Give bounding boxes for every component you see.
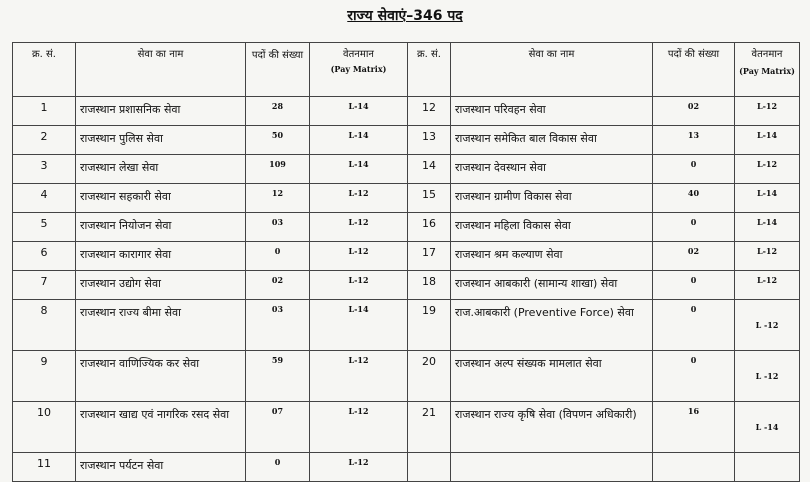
cell-posts-2: 0 xyxy=(653,213,735,242)
cell-sno-2: 16 xyxy=(408,213,451,242)
cell-name-2: राजस्थान राज्य कृषि सेवा (विपणन अधिकारी) xyxy=(451,402,653,453)
cell-name-2: राजस्थान अल्प संख्यक मामलात सेवा xyxy=(451,351,653,402)
cell-name-2: राजस्थान श्रम कल्याण सेवा xyxy=(451,242,653,271)
table-row xyxy=(13,184,800,213)
cell-pay-2: L-14 xyxy=(735,213,800,242)
cell-name: राजस्थान राज्य बीमा सेवा xyxy=(76,300,246,351)
page-title: राज्य सेवाएं–346 पद xyxy=(347,8,463,24)
cell-pay-2: L -14 xyxy=(735,402,800,453)
cell-pay: L-14 xyxy=(310,300,408,351)
cell-posts: 50 xyxy=(246,126,310,155)
cell-posts-2: 13 xyxy=(653,126,735,155)
cell-sno-2: 20 xyxy=(408,351,451,402)
cell-pay: L-12 xyxy=(310,402,408,453)
cell-posts: 02 xyxy=(246,271,310,300)
cell-sno: 5 xyxy=(13,213,76,242)
cell-sno: 2 xyxy=(13,126,76,155)
cell-sno: 7 xyxy=(13,271,76,300)
cell-posts-2: 0 xyxy=(653,300,735,351)
table-row xyxy=(13,300,800,351)
cell-sno-2: 17 xyxy=(408,242,451,271)
cell-sno: 11 xyxy=(13,453,76,482)
cell-sno: 10 xyxy=(13,402,76,453)
cell-pay-2: L -12 xyxy=(735,351,800,402)
header-pay-sub: (Pay Matrix) xyxy=(330,64,387,74)
cell-name: राजस्थान नियोजन सेवा xyxy=(76,213,246,242)
table-row xyxy=(13,453,800,482)
cell-name: राजस्थान उद्योग सेवा xyxy=(76,271,246,300)
table-row xyxy=(13,402,800,453)
cell-sno-2: 14 xyxy=(408,155,451,184)
cell-pay-2: L-14 xyxy=(735,184,800,213)
header-name-2: सेवा का नाम xyxy=(451,43,653,97)
header-posts: पदों की संख्या xyxy=(246,43,310,97)
cell-posts-2: 0 xyxy=(653,271,735,300)
cell-name-2: राजस्थान ग्रामीण विकास सेवा xyxy=(451,184,653,213)
cell-posts: 07 xyxy=(246,402,310,453)
cell-pay: L-12 xyxy=(310,453,408,482)
cell-sno-2: 21 xyxy=(408,402,451,453)
header-name: सेवा का नाम xyxy=(76,43,246,97)
table-row xyxy=(13,351,800,402)
cell-posts-2: 0 xyxy=(653,155,735,184)
header-sno-2: क्र. सं. xyxy=(408,43,451,97)
cell-sno: 1 xyxy=(13,97,76,126)
cell-posts-2: 0 xyxy=(653,351,735,402)
cell-pay: L-12 xyxy=(310,242,408,271)
table-row xyxy=(13,242,800,271)
table-row xyxy=(13,155,800,184)
cell-pay-2 xyxy=(735,453,800,482)
cell-posts-2: 02 xyxy=(653,242,735,271)
cell-sno-2: 12 xyxy=(408,97,451,126)
cell-sno-2: 15 xyxy=(408,184,451,213)
cell-name: राजस्थान पर्यटन सेवा xyxy=(76,453,246,482)
cell-name-2: राजस्थान परिवहन सेवा xyxy=(451,97,653,126)
header-pay2-label: वेतनमान xyxy=(751,49,783,60)
cell-name: राजस्थान लेखा सेवा xyxy=(76,155,246,184)
cell-sno: 3 xyxy=(13,155,76,184)
cell-pay-2: L-12 xyxy=(735,271,800,300)
cell-name-2 xyxy=(451,453,653,482)
table-row xyxy=(13,126,800,155)
cell-name: राजस्थान कारागार सेवा xyxy=(76,242,246,271)
cell-posts: 03 xyxy=(246,300,310,351)
header-pay2-sub: (Pay Matrix) xyxy=(739,66,795,76)
cell-name-2: राजस्थान देवस्थान सेवा xyxy=(451,155,653,184)
cell-posts-2: 16 xyxy=(653,402,735,453)
cell-posts: 0 xyxy=(246,242,310,271)
cell-sno: 6 xyxy=(13,242,76,271)
cell-pay: L-14 xyxy=(310,126,408,155)
cell-name: राजस्थान पुलिस सेवा xyxy=(76,126,246,155)
cell-posts-2 xyxy=(653,453,735,482)
services-table xyxy=(12,42,800,482)
cell-pay-2: L-12 xyxy=(735,97,800,126)
cell-posts-2: 02 xyxy=(653,97,735,126)
cell-name-2: राजस्थान आबकारी (सामान्य शाखा) सेवा xyxy=(451,271,653,300)
header-pay xyxy=(310,43,408,97)
cell-pay-2: L -12 xyxy=(735,300,800,351)
cell-posts-2: 40 xyxy=(653,184,735,213)
header-pay-2 xyxy=(735,43,800,97)
cell-posts: 28 xyxy=(246,97,310,126)
cell-name-2: राजस्थान समेकित बाल विकास सेवा xyxy=(451,126,653,155)
cell-sno-2: 13 xyxy=(408,126,451,155)
cell-sno: 9 xyxy=(13,351,76,402)
cell-pay-2: L-14 xyxy=(735,126,800,155)
cell-name: राजस्थान प्रशासनिक सेवा xyxy=(76,97,246,126)
cell-pay: L-12 xyxy=(310,213,408,242)
cell-name: राजस्थान सहकारी सेवा xyxy=(76,184,246,213)
cell-pay-2: L-12 xyxy=(735,242,800,271)
header-posts-2: पदों की संख्या xyxy=(653,43,735,97)
header-sno: क्र. सं. xyxy=(13,43,76,97)
header-pay-label: वेतनमान xyxy=(343,49,374,60)
cell-sno-2: 18 xyxy=(408,271,451,300)
cell-sno-2 xyxy=(408,453,451,482)
cell-pay: L-12 xyxy=(310,184,408,213)
table-row xyxy=(13,213,800,242)
cell-pay-2: L-12 xyxy=(735,155,800,184)
table-row xyxy=(13,271,800,300)
cell-sno-2: 19 xyxy=(408,300,451,351)
cell-pay: L-12 xyxy=(310,271,408,300)
cell-name-2: राज.आबकारी (Preventive Force) सेवा xyxy=(451,300,653,351)
cell-pay: L-14 xyxy=(310,97,408,126)
cell-posts: 03 xyxy=(246,213,310,242)
table-row xyxy=(13,97,800,126)
cell-name: राजस्थान वाणिज्यिक कर सेवा xyxy=(76,351,246,402)
cell-posts: 0 xyxy=(246,453,310,482)
cell-posts: 59 xyxy=(246,351,310,402)
cell-sno: 4 xyxy=(13,184,76,213)
cell-posts: 109 xyxy=(246,155,310,184)
cell-pay: L-14 xyxy=(310,155,408,184)
cell-name-2: राजस्थान महिला विकास सेवा xyxy=(451,213,653,242)
cell-posts: 12 xyxy=(246,184,310,213)
table-header-row xyxy=(13,43,800,97)
cell-pay: L-12 xyxy=(310,351,408,402)
cell-name: राजस्थान खाद्य एवं नागरिक रसद सेवा xyxy=(76,402,246,453)
cell-sno: 8 xyxy=(13,300,76,351)
